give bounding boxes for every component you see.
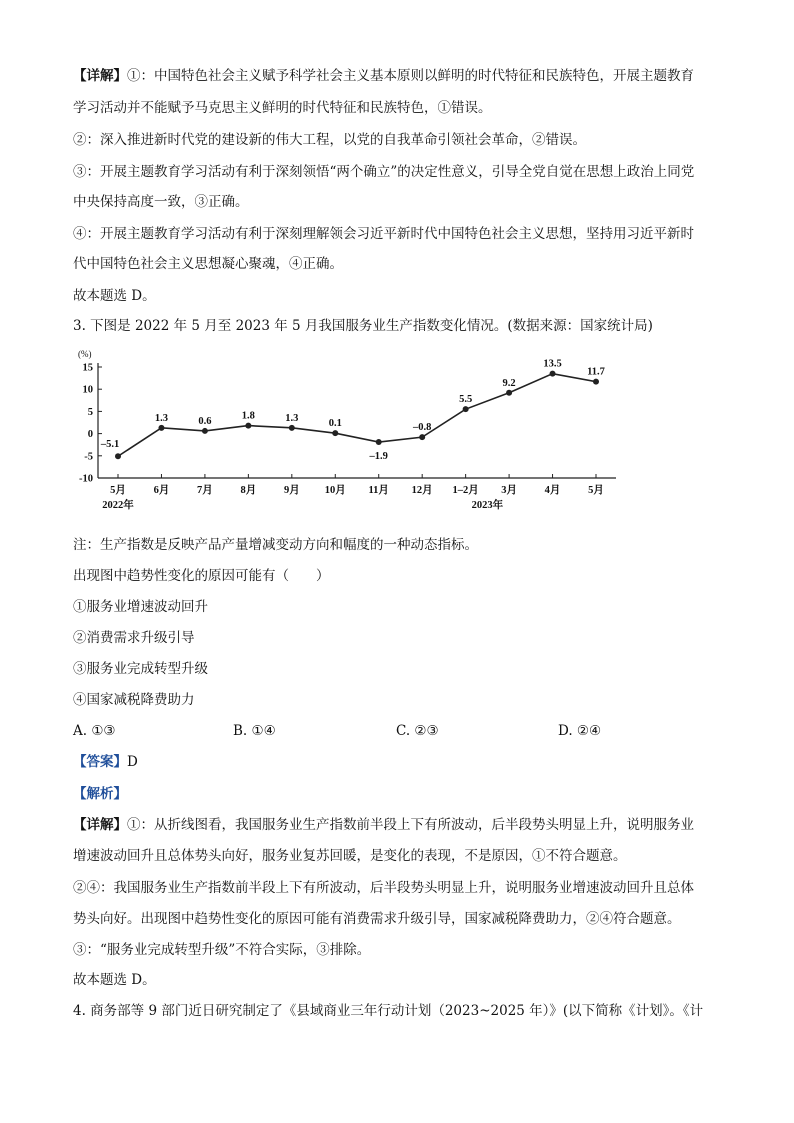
data-point <box>550 371 556 377</box>
q3-detail-line-2: 增速波动回升且总体势头向好，服务业复苏回暖，是变化的表现，不是原因，①不符合题意。 <box>73 848 627 864</box>
q2-detail-line-2: 学习活动并不能赋予马克思主义鲜明的时代特征和民族特色，①错误。 <box>73 100 492 116</box>
detail-tag: 【详解】 <box>73 817 127 833</box>
x-tick-label: 8月 <box>240 485 257 496</box>
analysis-tag: 【解析】 <box>73 786 127 802</box>
year-label-2023: 2023年 <box>471 500 504 511</box>
data-point <box>332 430 338 436</box>
x-tick-label: 1–2月 <box>452 485 479 496</box>
q2-conclusion: 故本题选 D。 <box>73 288 156 304</box>
q3-item-4: ④国家减税降费助力 <box>73 692 195 708</box>
x-tick-label: 9月 <box>283 485 300 496</box>
q3-item-1: ①服务业增速波动回升 <box>73 599 208 615</box>
q3-stem: 3. 下图是 2022 年 5 月至 2023 年 5 月我国服务业生产指数变化情况。(数据来源：国家统计局) <box>73 318 653 334</box>
q2-detail-line-5: 中央保持高度一致，③正确。 <box>73 194 249 210</box>
y-tick-label: -10 <box>79 473 93 485</box>
x-axis-categories <box>110 474 604 496</box>
data-label: 1.8 <box>241 410 255 422</box>
analysis-line <box>73 784 127 804</box>
option-c: C. ②③ <box>396 723 439 739</box>
data-label: 11.7 <box>587 366 605 378</box>
data-point <box>202 428 208 434</box>
series-line <box>118 374 596 457</box>
data-point <box>158 425 164 431</box>
y-tick-label: 15 <box>82 362 93 374</box>
data-point <box>245 423 251 429</box>
data-point <box>376 439 382 445</box>
service-index-line-chart <box>66 345 626 520</box>
x-tick-label: 7月 <box>197 485 213 496</box>
x-tick-label: 12月 <box>411 485 433 496</box>
data-label: –1.9 <box>369 451 388 463</box>
data-label: 13.5 <box>543 358 562 370</box>
q3-question: 出现图中趋势性变化的原因可能有（ ） <box>73 568 330 584</box>
y-tick-label: 5 <box>87 406 93 418</box>
y-tick-label: -5 <box>84 451 93 463</box>
q4-stem: 4. 商务部等 9 部门近日研究制定了《县域商业三年行动计划（2023~2025 年）》(以下简称《计划》。《计 <box>73 1003 704 1019</box>
answer-tag: 【答案】 <box>73 754 127 770</box>
data-point <box>506 390 512 396</box>
q2-detail-line-4: ③：开展主题教育学习活动有利于深刻领悟“两个确立”的决定性意义，引导全党自觉在思想上政治上同党 <box>73 164 695 180</box>
data-label: 1.3 <box>154 412 169 424</box>
q2-detail-line-7: 代中国特色社会主义思想凝心聚魂，④正确。 <box>73 256 343 272</box>
x-tick-label: 5月 <box>110 485 126 496</box>
x-tick-label: 5月 <box>588 485 604 496</box>
x-tick-label: 4月 <box>544 485 561 496</box>
q3-detail-line-5: ③：“服务业完成转型升级”不符合实际，③排除。 <box>73 942 371 958</box>
y-tick-label: 10 <box>82 384 93 396</box>
chart-series <box>115 371 599 463</box>
answer-line <box>73 752 138 772</box>
data-label: –0.8 <box>412 422 432 434</box>
x-tick-label: 10月 <box>324 485 346 496</box>
q3-detail-text-1: ①：从折线图看，我国服务业生产指数前半段上下有所波动，后半段势头明显上升，说明服务业 <box>127 817 694 833</box>
data-point <box>463 406 469 412</box>
data-point <box>115 453 121 459</box>
option-a: A. ①③ <box>73 723 116 739</box>
data-label: 0.6 <box>198 415 212 427</box>
data-label: 9.2 <box>502 377 516 389</box>
q2-detail-line-3: ②：深入推进新时代党的建设新的伟大工程，以党的自我革命引领社会革命，②错误。 <box>73 132 586 148</box>
q3-detail-line-1 <box>73 815 694 835</box>
detail-tag: 【详解】 <box>73 68 127 84</box>
q3-conclusion: 故本题选 D。 <box>73 972 156 988</box>
chart-note: 注：生产指数是反映产品产量增减变动方向和幅度的一种动态指标。 <box>73 537 478 553</box>
data-point <box>289 425 295 431</box>
q3-item-3: ③服务业完成转型升级 <box>73 661 208 677</box>
q2-detail-line-6: ④：开展主题教育学习活动有利于深刻理解领会习近平新时代中国特色社会主义思想，坚持用习近平新时 <box>73 226 694 242</box>
option-b: B. ①④ <box>233 723 276 739</box>
q3-detail-line-3: ②④：我国服务业生产指数前半段上下有所波动，后半段势头明显上升，说明服务业增速波动回升且总体 <box>73 880 694 896</box>
x-tick-label: 11月 <box>368 485 389 496</box>
x-tick-label: 6月 <box>153 485 170 496</box>
year-label-2022: 2022年 <box>102 500 134 511</box>
data-point <box>419 434 425 440</box>
data-label: 5.5 <box>459 394 473 406</box>
q2-detail-text-1: ①：中国特色社会主义赋予科学社会主义基本原则以鲜明的时代特征和民族特色，开展主题教育 <box>127 68 694 84</box>
data-point <box>593 379 599 385</box>
q3-detail-line-4: 势头向好。出现图中趋势性变化的原因可能有消费需求升级引导，国家减税降费助力，②④符合题意。 <box>73 911 681 927</box>
q2-detail-line-1 <box>73 66 694 86</box>
data-label: 0.1 <box>328 418 342 430</box>
answer-value: D <box>127 754 138 770</box>
q3-item-2: ②消费需求升级引导 <box>73 630 195 646</box>
data-labels <box>100 359 605 462</box>
y-tick-label: 0 <box>87 429 93 441</box>
y-axis-unit-label: (%) <box>78 349 92 359</box>
x-tick-label: 3月 <box>501 485 517 496</box>
data-label: 1.3 <box>285 412 299 424</box>
data-label: –5.1 <box>100 439 120 451</box>
option-d: D. ②④ <box>558 723 602 739</box>
